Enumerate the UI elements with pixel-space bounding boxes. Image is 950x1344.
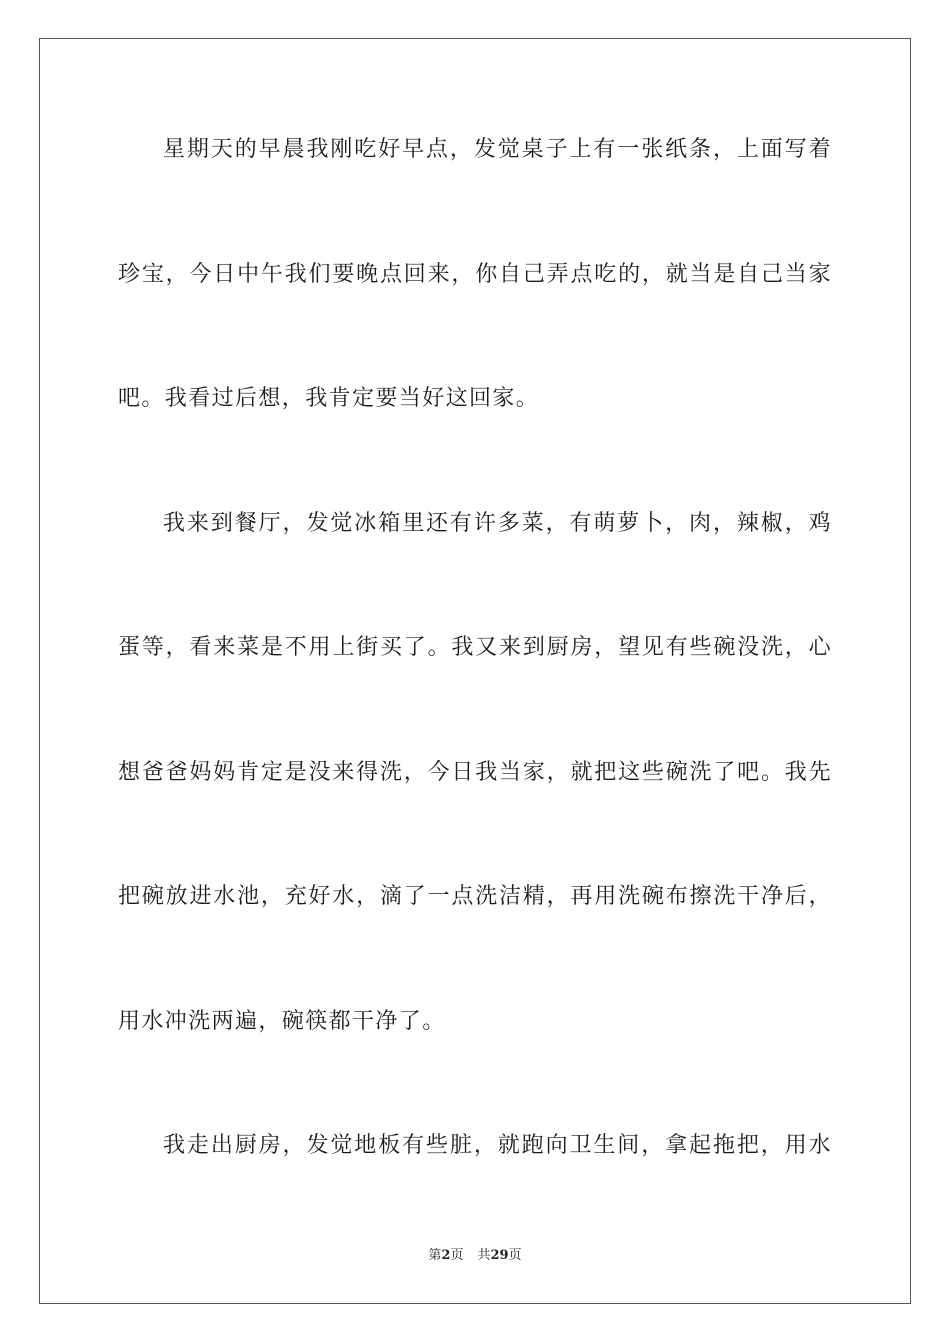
paragraph-2-line-3: 想爸爸妈妈肯定是没来得洗，今日我当家，就把这些碗洗了吧。我先	[118, 760, 832, 785]
paragraph-2-line-5: 用水冲洗两遍，碗筷都干净了。	[118, 1009, 446, 1034]
paragraph-1-line-2: 珍宝，今日中午我们要晚点回来，你自己弄点吃的，就当是自己当家	[118, 262, 832, 287]
page-number: 2	[441, 1248, 451, 1263]
total-pages: 29	[490, 1248, 509, 1263]
total-prefix: 共	[477, 1248, 491, 1263]
paragraph-1-line-1: 星期天的早晨我刚吃好早点，发觉桌子上有一张纸条，上面写着	[163, 137, 832, 162]
page-footer	[0, 1247, 950, 1265]
page-border	[39, 38, 911, 1304]
paragraph-1-line-3: 吧。我看过后想，我肯定要当好这回家。	[118, 386, 540, 411]
paragraph-2-line-1: 我来到餐厅，发觉冰箱里还有许多菜，有萌萝卜，肉，辣椒，鸡	[163, 511, 832, 536]
paragraph-2-line-2: 蛋等，看来菜是不用上街买了。我又来到厨房，望见有些碗没洗，心	[118, 635, 832, 660]
paragraph-2-line-4: 把碗放进水池，充好水，滴了一点洗洁精，再用洗碗布擦洗干净后，	[118, 884, 832, 909]
total-suffix: 页	[508, 1248, 522, 1263]
page-suffix: 页	[450, 1248, 464, 1263]
paragraph-3-line-1: 我走出厨房，发觉地板有些脏，就跑向卫生间，拿起拖把，用水	[163, 1133, 832, 1158]
page-prefix: 第	[428, 1248, 442, 1263]
